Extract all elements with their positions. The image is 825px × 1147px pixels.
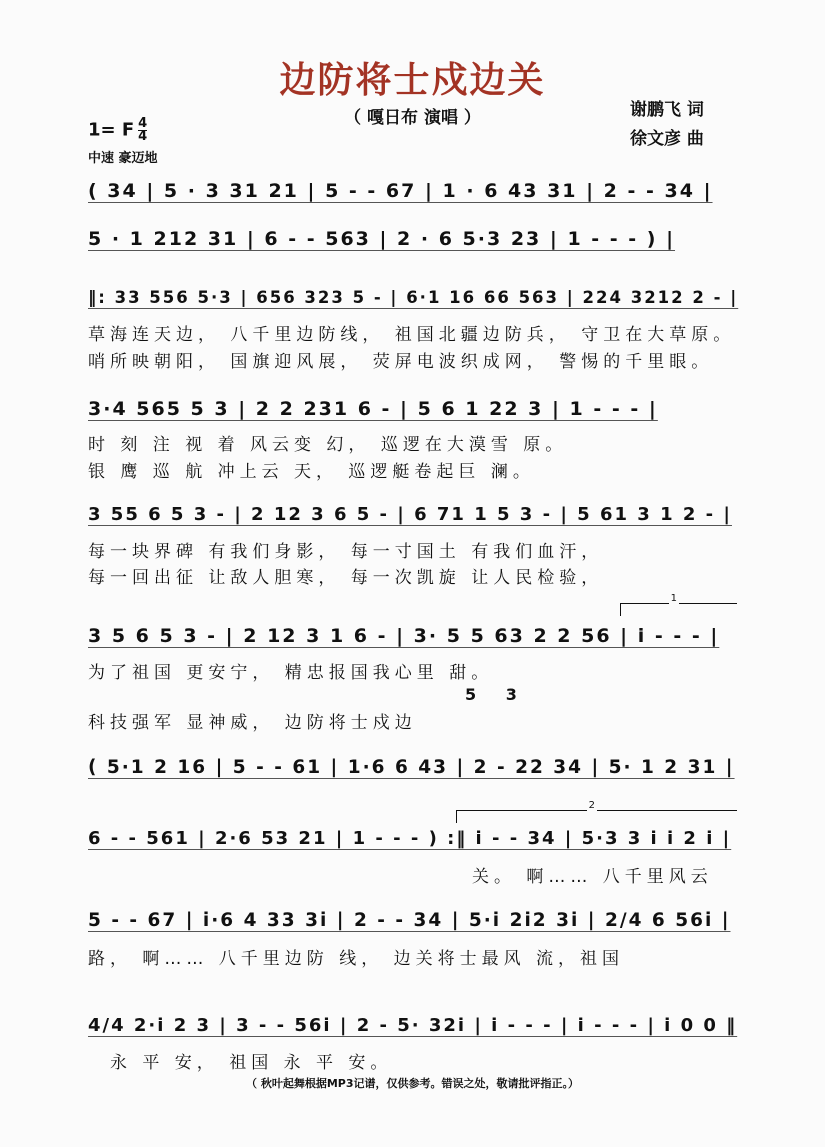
lyric-line-4b: 银 鹰 巡 航 冲上云 天， 巡逻艇卷起巨 澜。 [88, 462, 535, 482]
volta-bracket-1 [620, 593, 737, 616]
notation: 5 - - 67 | i·6 4 33 3i | 2 - - 34 | 5·i 2i2 3i | 2/4 6 56i | [88, 910, 731, 931]
time-signature [138, 118, 147, 143]
score-line-1 [88, 180, 738, 212]
volta-number: 1 [670, 593, 677, 604]
lyric-line-10: 永 平 安， 祖国 永 平 安。 [110, 1053, 393, 1073]
notation: ( 34 | 5 · 3 31 21 | 5 - - 67 | 1 · 6 43 31 | 2 - - 34 | [88, 180, 713, 202]
score-line-6 [88, 625, 738, 657]
lyric-line-3b: 哨所映朝阳， 国旗迎风展， 荧屏电波织成网， 警惕的千里眼。 [88, 352, 714, 372]
lyric-line-5a: 每一块界碑 有我们身影， 每一寸国土 有我们血汗， [88, 542, 604, 562]
lyric-line-6b: 科技强军 显神威， 边防将士戍边 [88, 713, 417, 733]
notation: 4/4 2·i 2 3 | 3 - - 56i | 2 - 5· 32i | i - - - | i - - - | i 0 0 ‖ [88, 1015, 738, 1036]
composer-credit: 徐文彦 曲 [630, 129, 704, 149]
lyric-line-3a: 草海连天边， 八千里边防线， 祖国北疆边防兵， 守卫在大草原。 [88, 325, 736, 345]
time-bottom: 4 [138, 129, 148, 144]
song-title: 边防将士戍边关 [279, 60, 546, 101]
time-top: 4 [138, 116, 148, 131]
notation: 3 5 6 5 3 - | 2 12 3 1 6 - | 3· 5 5 63 2 2 56 | i - - - | [88, 625, 720, 647]
notation: 3·4 565 5 3 | 2 2 231 6 - | 5 6 1 22 3 | 1 - - - | [88, 398, 658, 420]
lyric-line-9: 路， 啊…… 八千里边防 线， 边关将士最风 流，祖国 [88, 949, 625, 969]
score-line-5 [88, 504, 738, 536]
volta-number: 2 [588, 800, 595, 811]
score-line-4 [88, 398, 738, 430]
notation: 6 - - 561 | 2·6 53 21 | 1 - - - ) :‖ i - - 34 | 5·3 3 i i 2 i | [88, 828, 732, 849]
lyric-line-6a: 为了祖国 更安宁， 精忠报国我心里 甜。 [88, 663, 494, 683]
key-label: 1= F [88, 119, 135, 141]
lyric-line-8: 关。 啊…… 八千里风云 [472, 867, 713, 887]
score-line-9 [88, 910, 738, 942]
footer-note: （ 秋叶起舞根据MP3记谱，仅供参考。错误之处，敬请批评指正。） [246, 1077, 579, 1090]
notation: ( 5·1 2 16 | 5 - - 61 | 1·6 6 43 | 2 - 22 34 | 5· 1 2 31 | [88, 757, 735, 778]
notation: ‖: 33 556 5·3 | 656 323 5 - | 6·1 16 66 563 | 224 3212 2 - | [88, 288, 739, 307]
singer-credit: （ 嘎日布 演唱 ） [344, 108, 481, 128]
score-line-7 [88, 757, 738, 789]
score-line-8 [88, 828, 738, 860]
lyricist-credit: 谢鹏飞 词 [630, 100, 704, 120]
key-signature [88, 118, 147, 143]
score-line-3 [88, 288, 738, 320]
score-line-2 [88, 228, 738, 260]
notation: 3 55 6 5 3 - | 2 12 3 6 5 - | 6 71 1 5 3 - | 5 61 3 1 2 - | [88, 504, 732, 525]
lyric-line-5b: 每一回出征 让敌人胆寒， 每一次凯旋 让人民检验， [88, 568, 604, 588]
lyric-line-4a: 时 刻 注 视 着 风云变 幻， 巡逻在大漠雪 原。 [88, 435, 568, 455]
volta-bracket-2 [456, 800, 737, 823]
notation: 5 · 1 212 31 | 6 - - 563 | 2 · 6 5·3 23 | 1 - - - ) | [88, 228, 676, 250]
alternate-notes: 5 3 [465, 685, 529, 704]
score-line-10 [88, 1015, 738, 1047]
tempo-marking: 中速 豪迈地 [88, 151, 158, 166]
